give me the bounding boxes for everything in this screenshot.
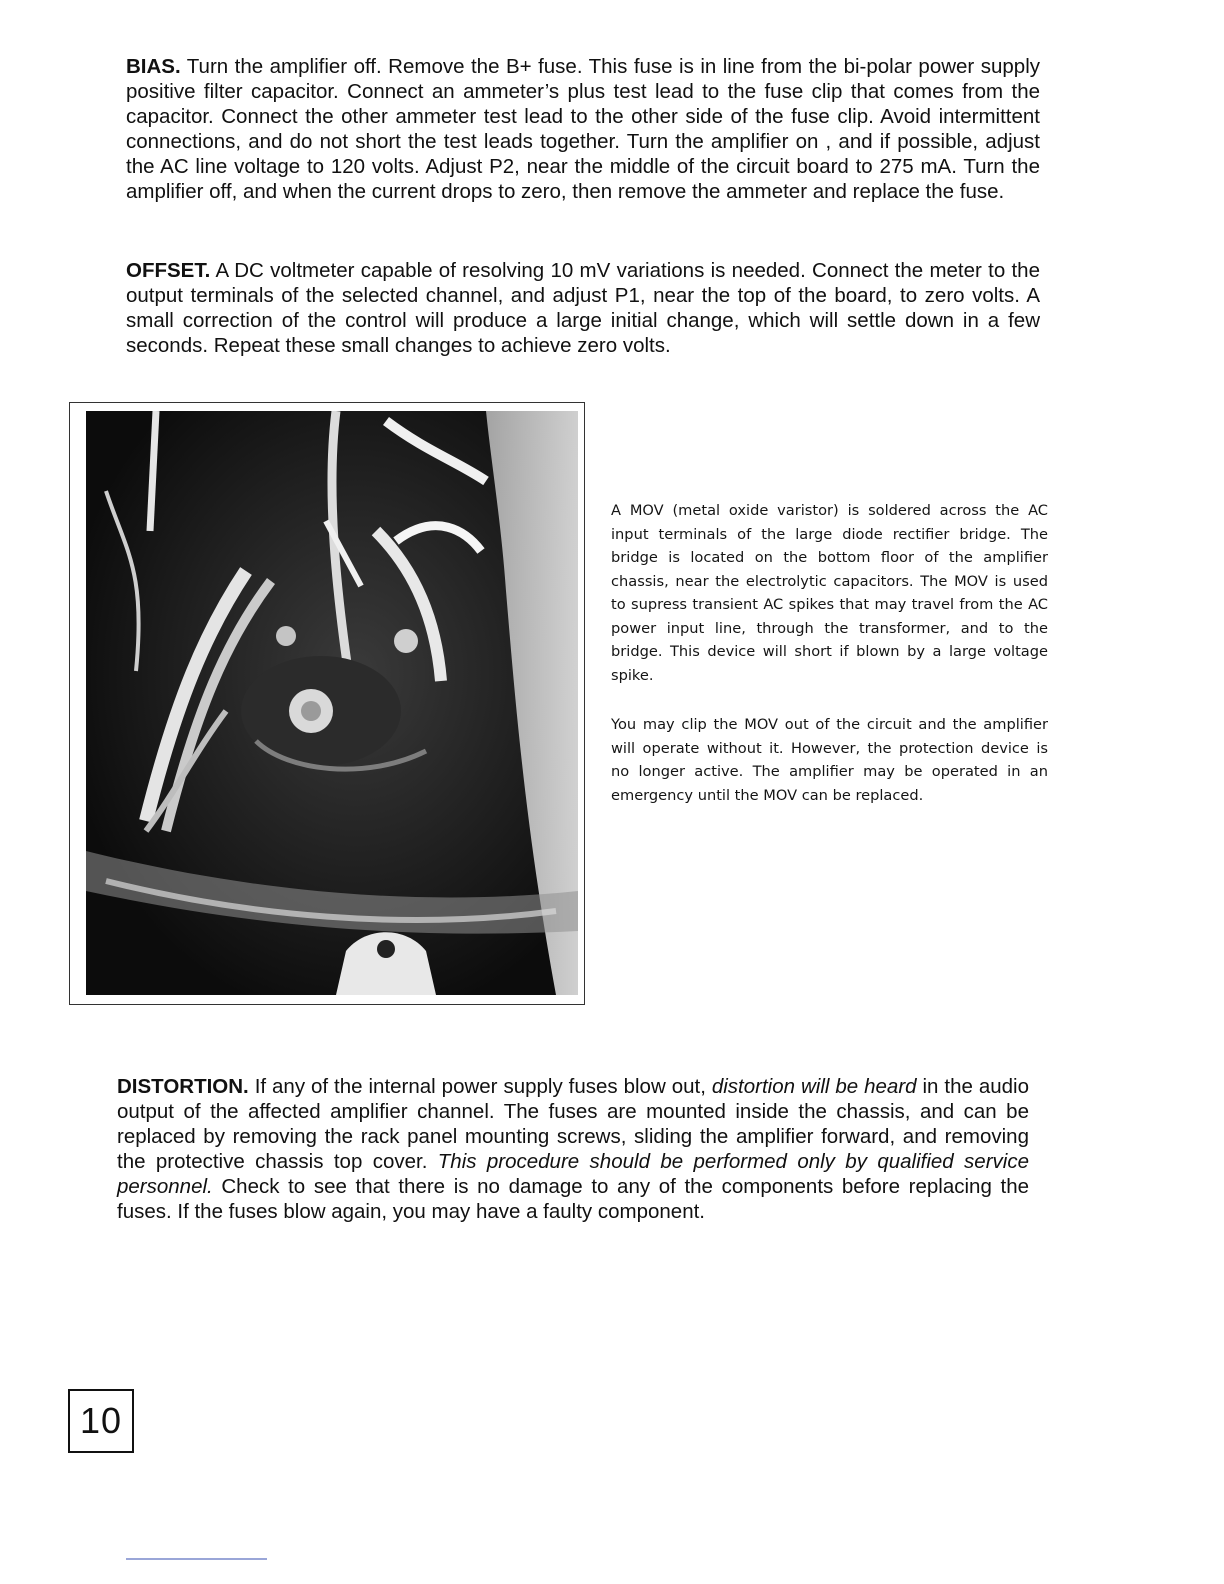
distortion-text-1: If any of the internal power supply fuses blow out, xyxy=(248,1075,712,1098)
distortion-text-2: in the audio output of the affected amplifier channel. The fuses are mounted inside the chassis, and can be replaced by removing the rack panel mounting screws, sliding the amplifier forward, and removing the protective chassis top cover. xyxy=(117,1075,1030,1173)
mov-caption-paragraph-1: A MOV (metal oxide varistor) is soldered across the AC input terminals of the large diode rectifier bridge. The bridge is located on the bottom floor of the amplifier chassis, near the electrolytic capacitors. The MOV is used to supress transient AC spikes that may travel from the AC power input line, through the transformer, and to the bridge. This device will short if blown by a large voltage spike. xyxy=(611,502,1048,684)
distortion-text-3: Check to see that there is no damage to any of the components before replacing the fuses. If the fuses blow again, you may have a faulty component. xyxy=(117,1175,1029,1223)
distortion-italic-2: This procedure should be performed only by qualified service personnel. xyxy=(117,1150,1029,1198)
distortion-paragraph xyxy=(117,1074,1029,1224)
page-number: 10 xyxy=(68,1389,134,1453)
mov-caption-paragraph-2: You may clip the MOV out of the circuit and the amplifier will operate without it. However, the protection device is no longer active. The amplifier may be operated in an emergency until the MOV can be replaced. xyxy=(611,716,1048,804)
mov-photo-frame xyxy=(69,402,585,1005)
mov-photo xyxy=(86,411,578,995)
footer-rule xyxy=(126,1558,267,1560)
bias-text: Turn the amplifier off. Remove the B+ fuse. This fuse is in line from the bi-polar power supply positive filter capacitor. Connect an ammeter’s plus test lead to the fuse clip that comes from the capacitor. Connect the other ammeter test lead to the other side of the fuse clip. Avoid intermittent connections, and do not short the test leads together. Turn the amplifier on , and if possible, adjust the AC line voltage to 120 volts. Adjust P2, near the middle of the circuit board to 275 mA. Turn the amplifier off, and when the current drops to zero, then remove the ammeter and replace the fuse. xyxy=(126,55,1040,203)
offset-text: A DC voltmeter capable of resolving 10 mV variations is needed. Connect the meter to the output terminals of the selected channel, and adjust P1, near the top of the board, to zero volts. A small correction of the control will produce a large initial change, which will settle down in a few seconds. Repeat these small changes to achieve zero volts. xyxy=(126,259,1040,357)
offset-heading: OFFSET. xyxy=(126,259,211,282)
bias-paragraph xyxy=(126,54,1040,204)
offset-paragraph xyxy=(126,258,1040,358)
distortion-italic-1: distortion will be heard xyxy=(711,1075,917,1098)
distortion-heading: DISTORTION. xyxy=(117,1075,249,1098)
bias-heading: BIAS. xyxy=(126,55,181,78)
